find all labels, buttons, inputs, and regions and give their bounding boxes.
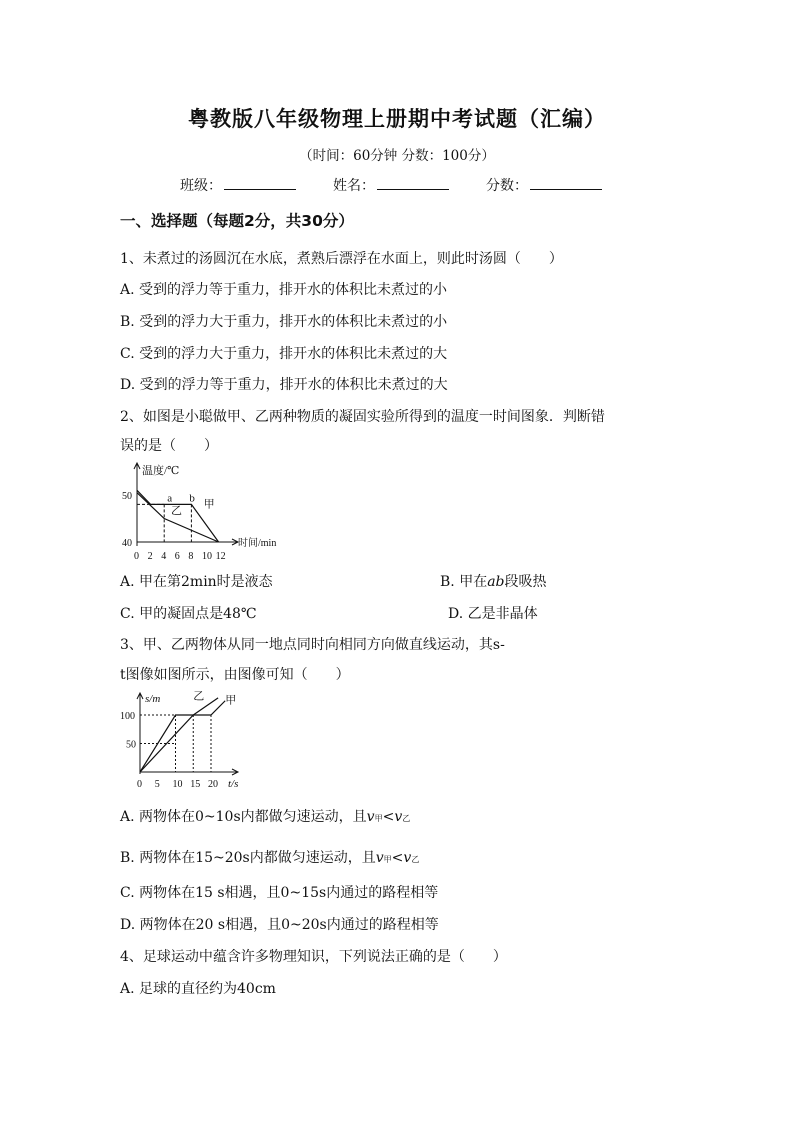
- q2-option-a: A. 甲在第2min时是液态: [120, 574, 273, 590]
- q3-option-d: D. 两物体在20 s相遇，且0~20s内通过的路程相等: [120, 917, 439, 933]
- v-symbol: v: [375, 850, 384, 866]
- q2-stem-line1: 2、如图是小聪做甲、乙两种物质的凝固实验所得到的温度一时间图象．判断错: [120, 409, 605, 425]
- series-yi-line: [140, 698, 218, 772]
- q2-option-d: D. 乙是非晶体: [448, 606, 538, 622]
- series-jia-line: [140, 701, 225, 772]
- v-symbol: v: [366, 809, 375, 825]
- name-field: [333, 175, 449, 195]
- q2-option-b: [440, 571, 547, 591]
- exam-subtitle: （时间：60分钟 分数：100分）: [299, 148, 495, 164]
- q3-option-c: C. 两物体在15 s相遇，且0~15s内通过的路程相等: [120, 885, 439, 901]
- label-jia: 甲: [203, 498, 215, 511]
- q2-option-c: C. 甲的凝固点是48℃: [120, 606, 257, 622]
- x-tick-label: 6: [174, 551, 180, 562]
- q3-option-b-text: B. 两物体在15~20s内都做匀速运动，且: [120, 850, 376, 866]
- label-a: a: [167, 492, 173, 505]
- x-tick-label: 0: [134, 551, 139, 562]
- q1-option-b: B. 受到的浮力大于重力，排开水的体积比未煮过的小: [120, 314, 448, 330]
- name-blank[interactable]: [377, 175, 449, 190]
- x-tick-label: 5: [154, 779, 160, 790]
- q1-option-d: D. 受到的浮力等于重力，排开水的体积比未煮过的大: [120, 377, 448, 393]
- x-tick-label: 8: [188, 551, 194, 562]
- score-field: [486, 175, 602, 195]
- x-tick-label: 4: [161, 551, 167, 562]
- q2-stem-line2: 误的是（ ）: [120, 438, 218, 454]
- q3-option-a: [120, 806, 410, 826]
- y-axis-label: 温度/℃: [142, 465, 180, 477]
- section-heading: 一、选择题（每题2分，共30分）: [120, 212, 354, 230]
- x-tick-label: 20: [208, 779, 218, 790]
- q4-stem: 4、足球运动中蕴含许多物理知识，下列说法正确的是（ ）: [120, 949, 507, 965]
- distance-time-chart: [120, 688, 260, 793]
- v-symbol: v: [394, 809, 403, 825]
- x-tick-label: 10: [202, 551, 212, 562]
- y-tick-label: 100: [120, 711, 135, 722]
- score-label: 分数：: [486, 178, 528, 194]
- label-jia: 甲: [225, 694, 237, 707]
- y-axis-label: s/m: [145, 693, 161, 705]
- y-tick-label: 50: [122, 491, 132, 502]
- class-label: 班级：: [180, 178, 222, 194]
- less-than-sign: <: [391, 850, 404, 866]
- q3-stem-line1: 3、甲、乙两物体从同一地点同时向相同方向做直线运动，其s-: [120, 637, 505, 653]
- q3-stem-line2: t图像如图所示，由图像可知（ ）: [120, 667, 350, 683]
- q4-option-a: A. 足球的直径约为40cm: [120, 981, 276, 997]
- subscript-jia: 甲: [383, 855, 392, 864]
- q3-option-a-text: A. 两物体在0~10s内都做匀速运动，且: [120, 809, 367, 825]
- q1-option-a: A. 受到的浮力等于重力，排开水的体积比未煮过的小: [120, 282, 448, 298]
- class-field: [180, 175, 296, 195]
- q1-stem: 1、未煮过的汤圆沉在水底，煮熟后漂浮在水面上，则此时汤圆（ ）: [120, 251, 563, 267]
- x-axis-label: 时间/min: [238, 538, 277, 549]
- x-tick-label: 10: [172, 779, 183, 790]
- q2-option-b-prefix: B. 甲在: [440, 574, 488, 590]
- q3-option-b: [120, 847, 419, 867]
- x-axis-label: t/s: [228, 778, 239, 790]
- subscript-yi: 乙: [411, 855, 420, 864]
- label-b: b: [189, 492, 195, 505]
- y-tick-label: 40: [122, 538, 132, 549]
- subscript-jia: 甲: [374, 814, 383, 823]
- q2-option-b-ab: ab: [487, 574, 505, 590]
- x-tick-label: 2: [147, 551, 153, 562]
- q2-option-b-suffix: 段吸热: [504, 574, 547, 590]
- y-tick-label: 50: [126, 739, 136, 751]
- temperature-time-chart: [120, 460, 300, 565]
- score-blank[interactable]: [530, 175, 602, 190]
- subscript-yi: 乙: [402, 814, 411, 823]
- x-tick-label: 0: [137, 779, 142, 790]
- page-title: 粤教版八年级物理上册期中考试题（汇编）: [188, 107, 606, 131]
- less-than-sign: <: [382, 809, 395, 825]
- x-tick-label: 15: [190, 779, 201, 790]
- label-yi: 乙: [171, 504, 182, 517]
- x-tick-label: 12: [215, 551, 226, 562]
- label-yi: 乙: [193, 690, 205, 703]
- q1-option-c: C. 受到的浮力大于重力，排开水的体积比未煮过的大: [120, 346, 448, 362]
- class-blank[interactable]: [224, 175, 296, 190]
- name-label: 姓名：: [333, 178, 375, 194]
- v-symbol: v: [403, 850, 412, 866]
